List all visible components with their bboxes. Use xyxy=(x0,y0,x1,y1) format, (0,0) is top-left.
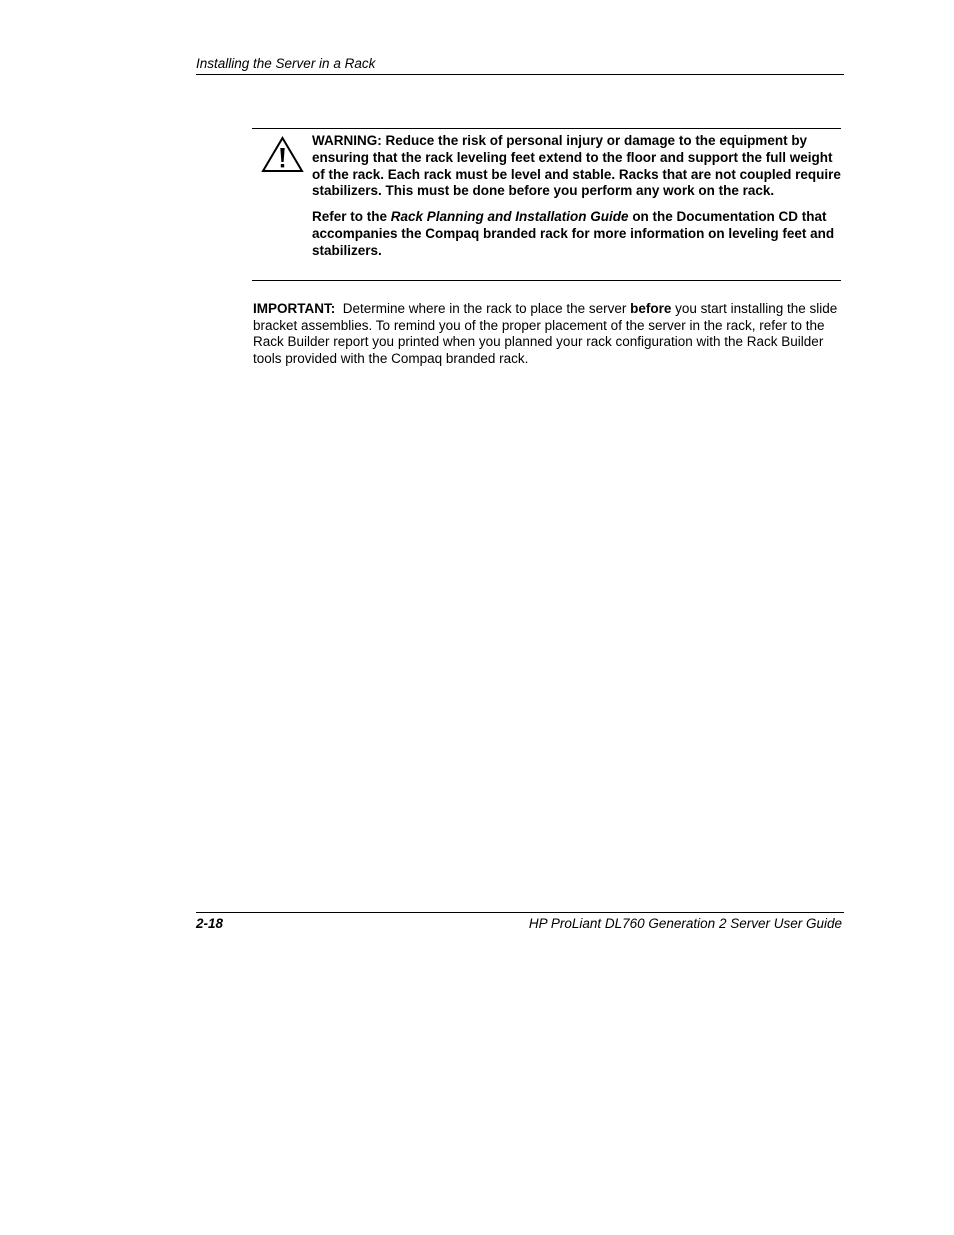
warning-reference-paragraph xyxy=(312,209,844,259)
important-text-after: you start installing the slide bracket assemblies. To remind you of the proper placement of the server in the rack, refer to the Rack Builder report you printed when you planned your rack configuration with the Rack Builder tools provided with the Compaq branded rack. xyxy=(253,301,838,366)
document-title: HP ProLiant DL760 Generation 2 Server User Guide xyxy=(528,916,842,931)
reference-suffix: on the Documentation CD that accompanies the Compaq branded rack for more information on leveling feet and stabilizers. xyxy=(312,209,835,258)
running-header: Installing the Server in a Rack xyxy=(196,56,376,71)
footer-rule xyxy=(196,912,844,913)
warning-box xyxy=(252,128,841,281)
page-number: 2-18 xyxy=(196,916,224,931)
warning-text xyxy=(312,133,844,260)
important-note xyxy=(253,301,843,367)
reference-guide-title: Rack Planning and Installation Guide xyxy=(390,209,629,225)
important-label: IMPORTANT: xyxy=(253,301,336,316)
header-rule xyxy=(196,74,844,75)
warning-paragraph: WARNING: Reduce the risk of personal injury or damage to the equipment by ensuring that the rack leveling feet extend to the floor and support the full weight of the rack. Each rack must be level and stable. Racks that are not coupled require stabilizers. This must be done before you perform any work on the rack. xyxy=(312,133,841,199)
reference-prefix: Refer to the xyxy=(312,209,391,225)
important-text-before: Determine where in the rack to place the server xyxy=(335,301,631,316)
important-emphasis: before xyxy=(630,301,672,316)
warning-triangle-icon xyxy=(261,135,304,173)
